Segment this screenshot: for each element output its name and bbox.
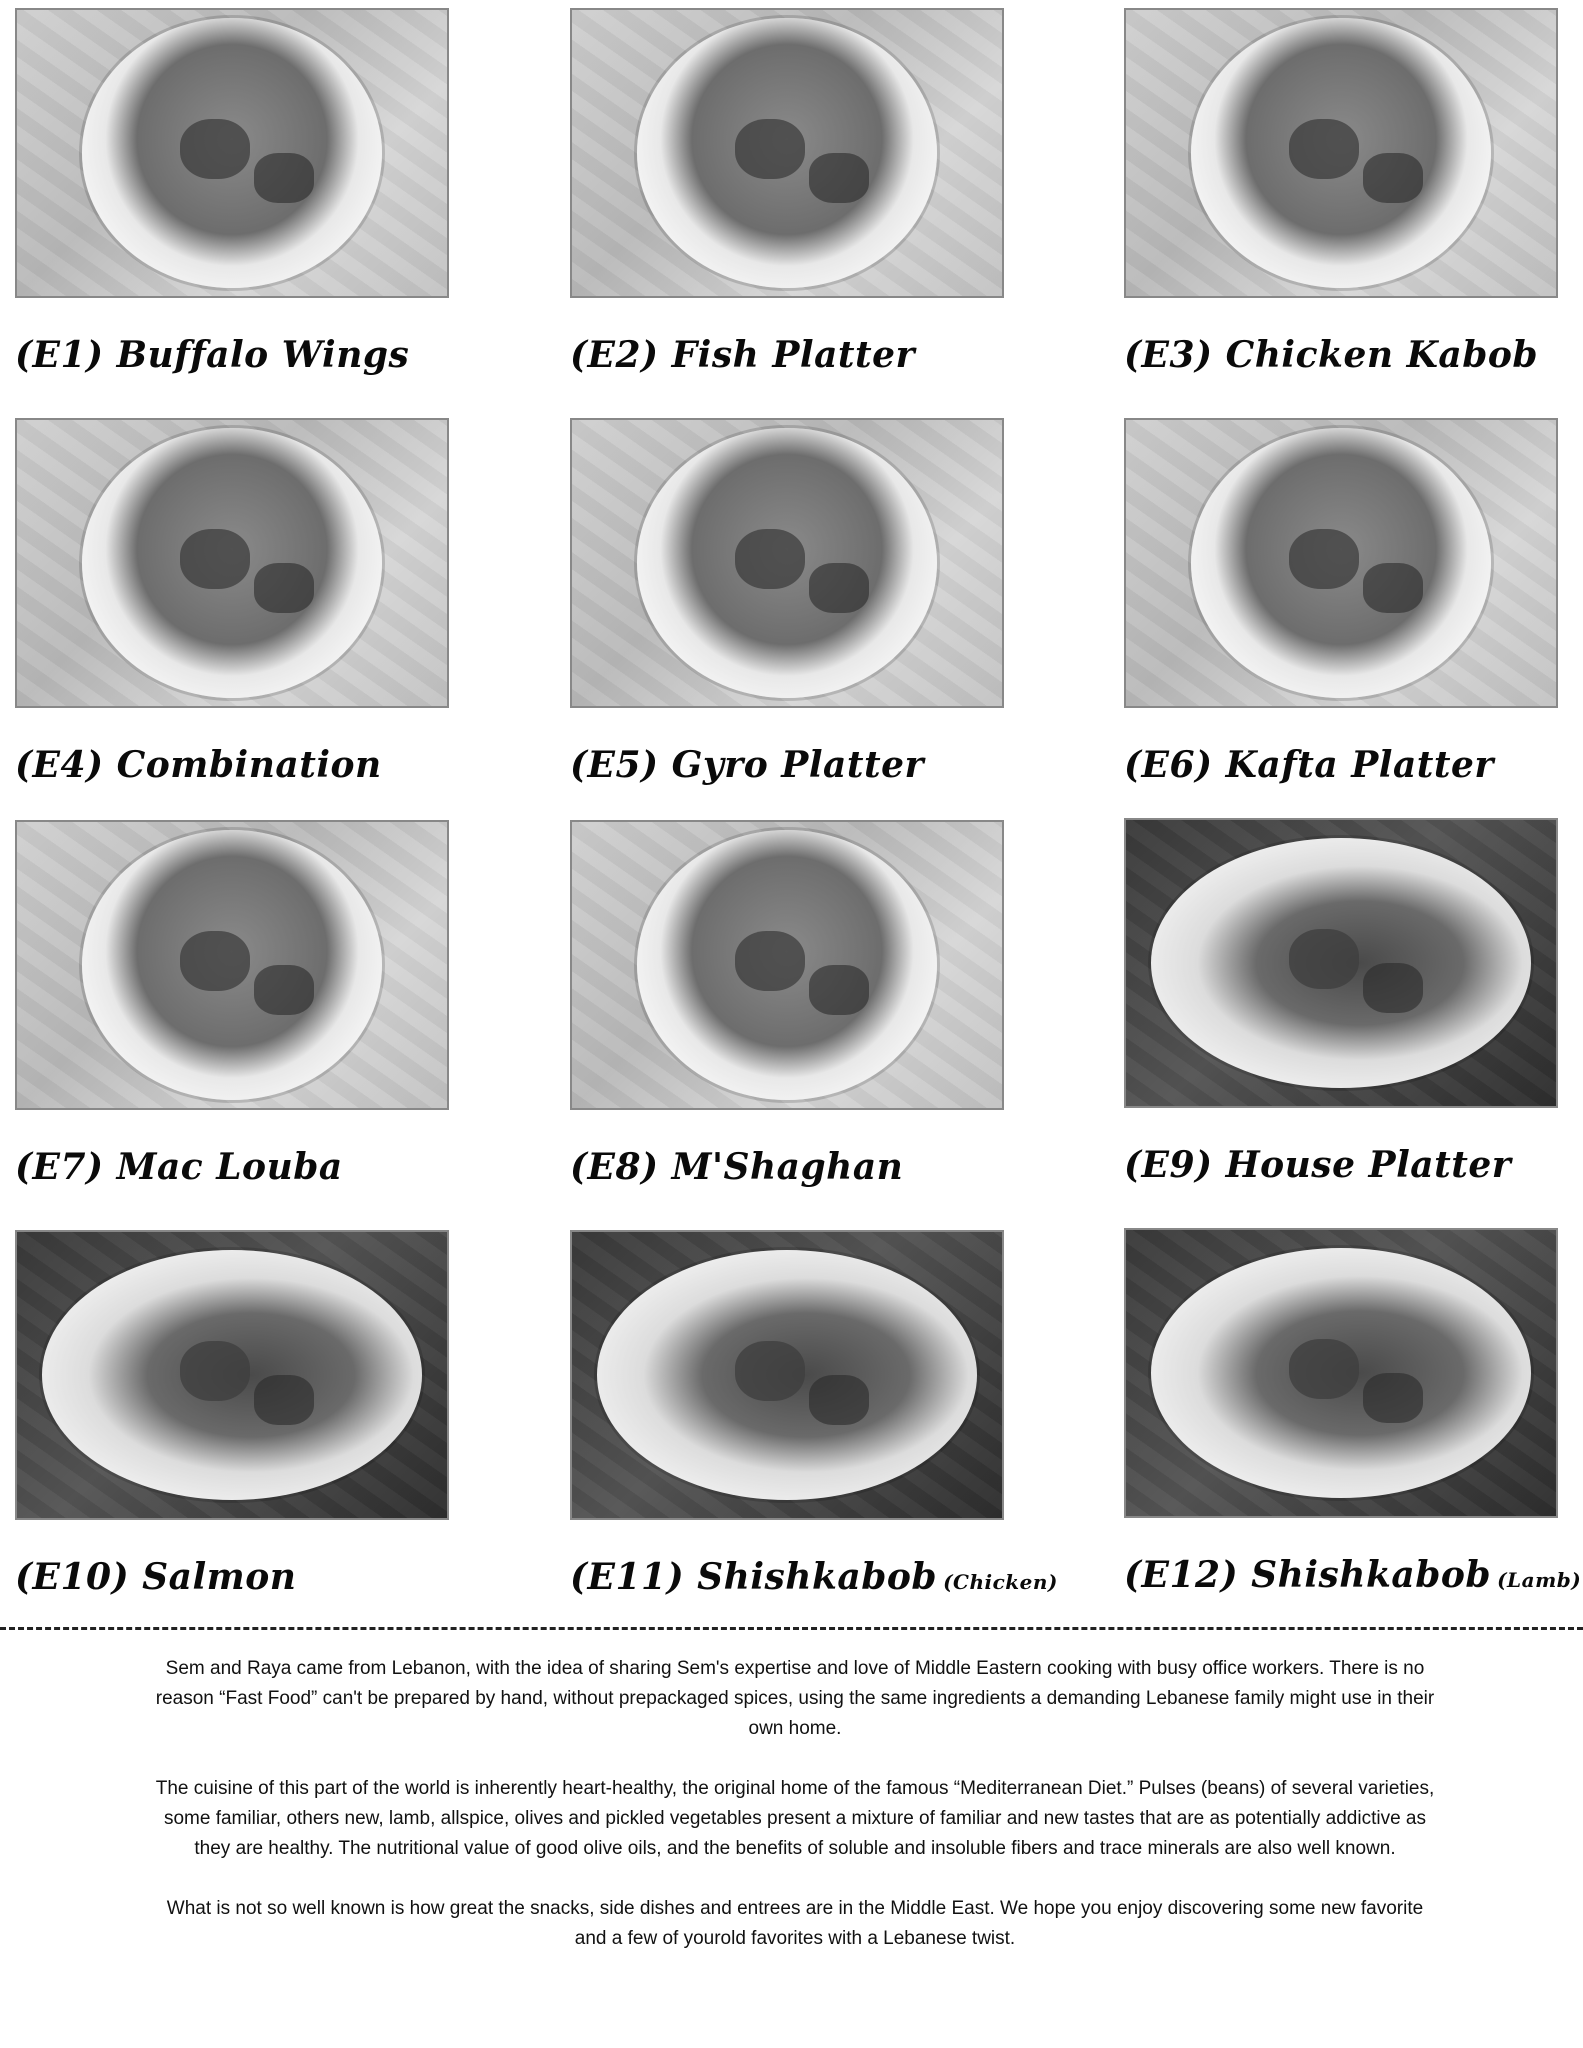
item-code: (E4) [15,744,104,786]
item-code: (E7) [15,1146,104,1188]
food-photo [15,418,449,708]
menu-item-e8 [570,820,1040,1220]
food-photo [15,820,449,1110]
menu-item-title [570,744,1050,786]
menu-item-e3 [1124,8,1583,408]
menu-item-title [570,1556,1058,1598]
menu-item-e9 [1124,818,1583,1218]
menu-item-e6 [1124,418,1583,818]
item-name: House Platter [1225,1144,1512,1186]
menu-item-e2 [570,8,1040,408]
menu-item-title [1124,744,1583,786]
item-name: Fish Platter [671,334,916,376]
item-name: Buffalo Wings [116,334,410,376]
food-photo [1124,1228,1558,1518]
menu-item-title [15,1146,495,1188]
menu-item-e4 [15,418,485,818]
food-photo [1124,8,1558,298]
menu-item-e10 [15,1230,485,1630]
item-name: Chicken Kabob [1225,334,1539,376]
menu-item-title [570,334,1050,376]
item-code: (E5) [570,744,659,786]
menu-item-title [1124,334,1583,376]
menu-item-e1 [15,8,485,408]
about-section [150,1654,1440,1984]
about-paragraph-2: The cuisine of this part of the world is inherently heart-healthy, the original home of the famous “Mediterranean Diet.” Pulses (beans) of several varieties, some familiar, others new, lamb, allspice, olives and pickled vegetables present a mixture of familiar and new tastes that are as potentially addictive as they are healthy. The nutritional value of good olive oils, and the benefits of soluble and insoluble fibers and trace minerals are also well known. [155,1778,1435,1859]
item-code: (E9) [1124,1144,1213,1186]
item-qualifier: (Chicken) [943,1570,1058,1594]
item-name: Shishkabob [1251,1554,1492,1596]
item-name: Kafta Platter [1225,744,1494,786]
food-photo [1124,418,1558,708]
food-photo [15,1230,449,1520]
dashed-divider [0,1627,1583,1630]
item-name: M'Shaghan [671,1146,904,1188]
item-code: (E12) [1124,1554,1239,1596]
item-code: (E2) [570,334,659,376]
menu-item-e11 [570,1230,1058,1630]
menu-item-title [15,1556,495,1598]
item-qualifier: (Lamb) [1497,1568,1582,1592]
food-photo [570,8,1004,298]
item-name: Gyro Platter [671,744,924,786]
about-paragraph-3: What is not so well known is how great the snacks, side dishes and entrees are in the Middle East. We hope you enjoy discovering some new favorite and a few of yourold favorites with a Lebanese twist. [166,1898,1424,1949]
menu-item-title [15,744,495,786]
food-photo [15,8,449,298]
menu-item-title [15,334,495,376]
menu-item-e7 [15,820,485,1220]
menu-item-e12 [1124,1228,1583,1628]
item-code: (E8) [570,1146,659,1188]
about-paragraph-1: Sem and Raya came from Lebanon, with the idea of sharing Sem's expertise and love of Middle Eastern cooking with busy office workers. There is no reason “Fast Food” can't be prepared by hand, without prepackaged spices, using the same ingredients a demanding Lebanese family might use in their own home. [155,1658,1435,1739]
item-code: (E6) [1124,744,1213,786]
menu-item-title [570,1146,1050,1188]
item-name: Combination [116,744,382,786]
menu-item-e5 [570,418,1040,818]
menu-item-title [1124,1554,1583,1596]
item-code: (E10) [15,1556,130,1598]
item-code: (E3) [1124,334,1213,376]
item-code: (E11) [570,1556,685,1598]
item-name: Salmon [142,1556,297,1598]
food-photo [1124,818,1558,1108]
item-name: Shishkabob [697,1556,938,1598]
food-photo [570,418,1004,708]
menu-item-title [1124,1144,1583,1186]
food-photo [570,820,1004,1110]
item-code: (E1) [15,334,104,376]
food-photo [570,1230,1004,1520]
item-name: Mac Louba [116,1146,343,1188]
